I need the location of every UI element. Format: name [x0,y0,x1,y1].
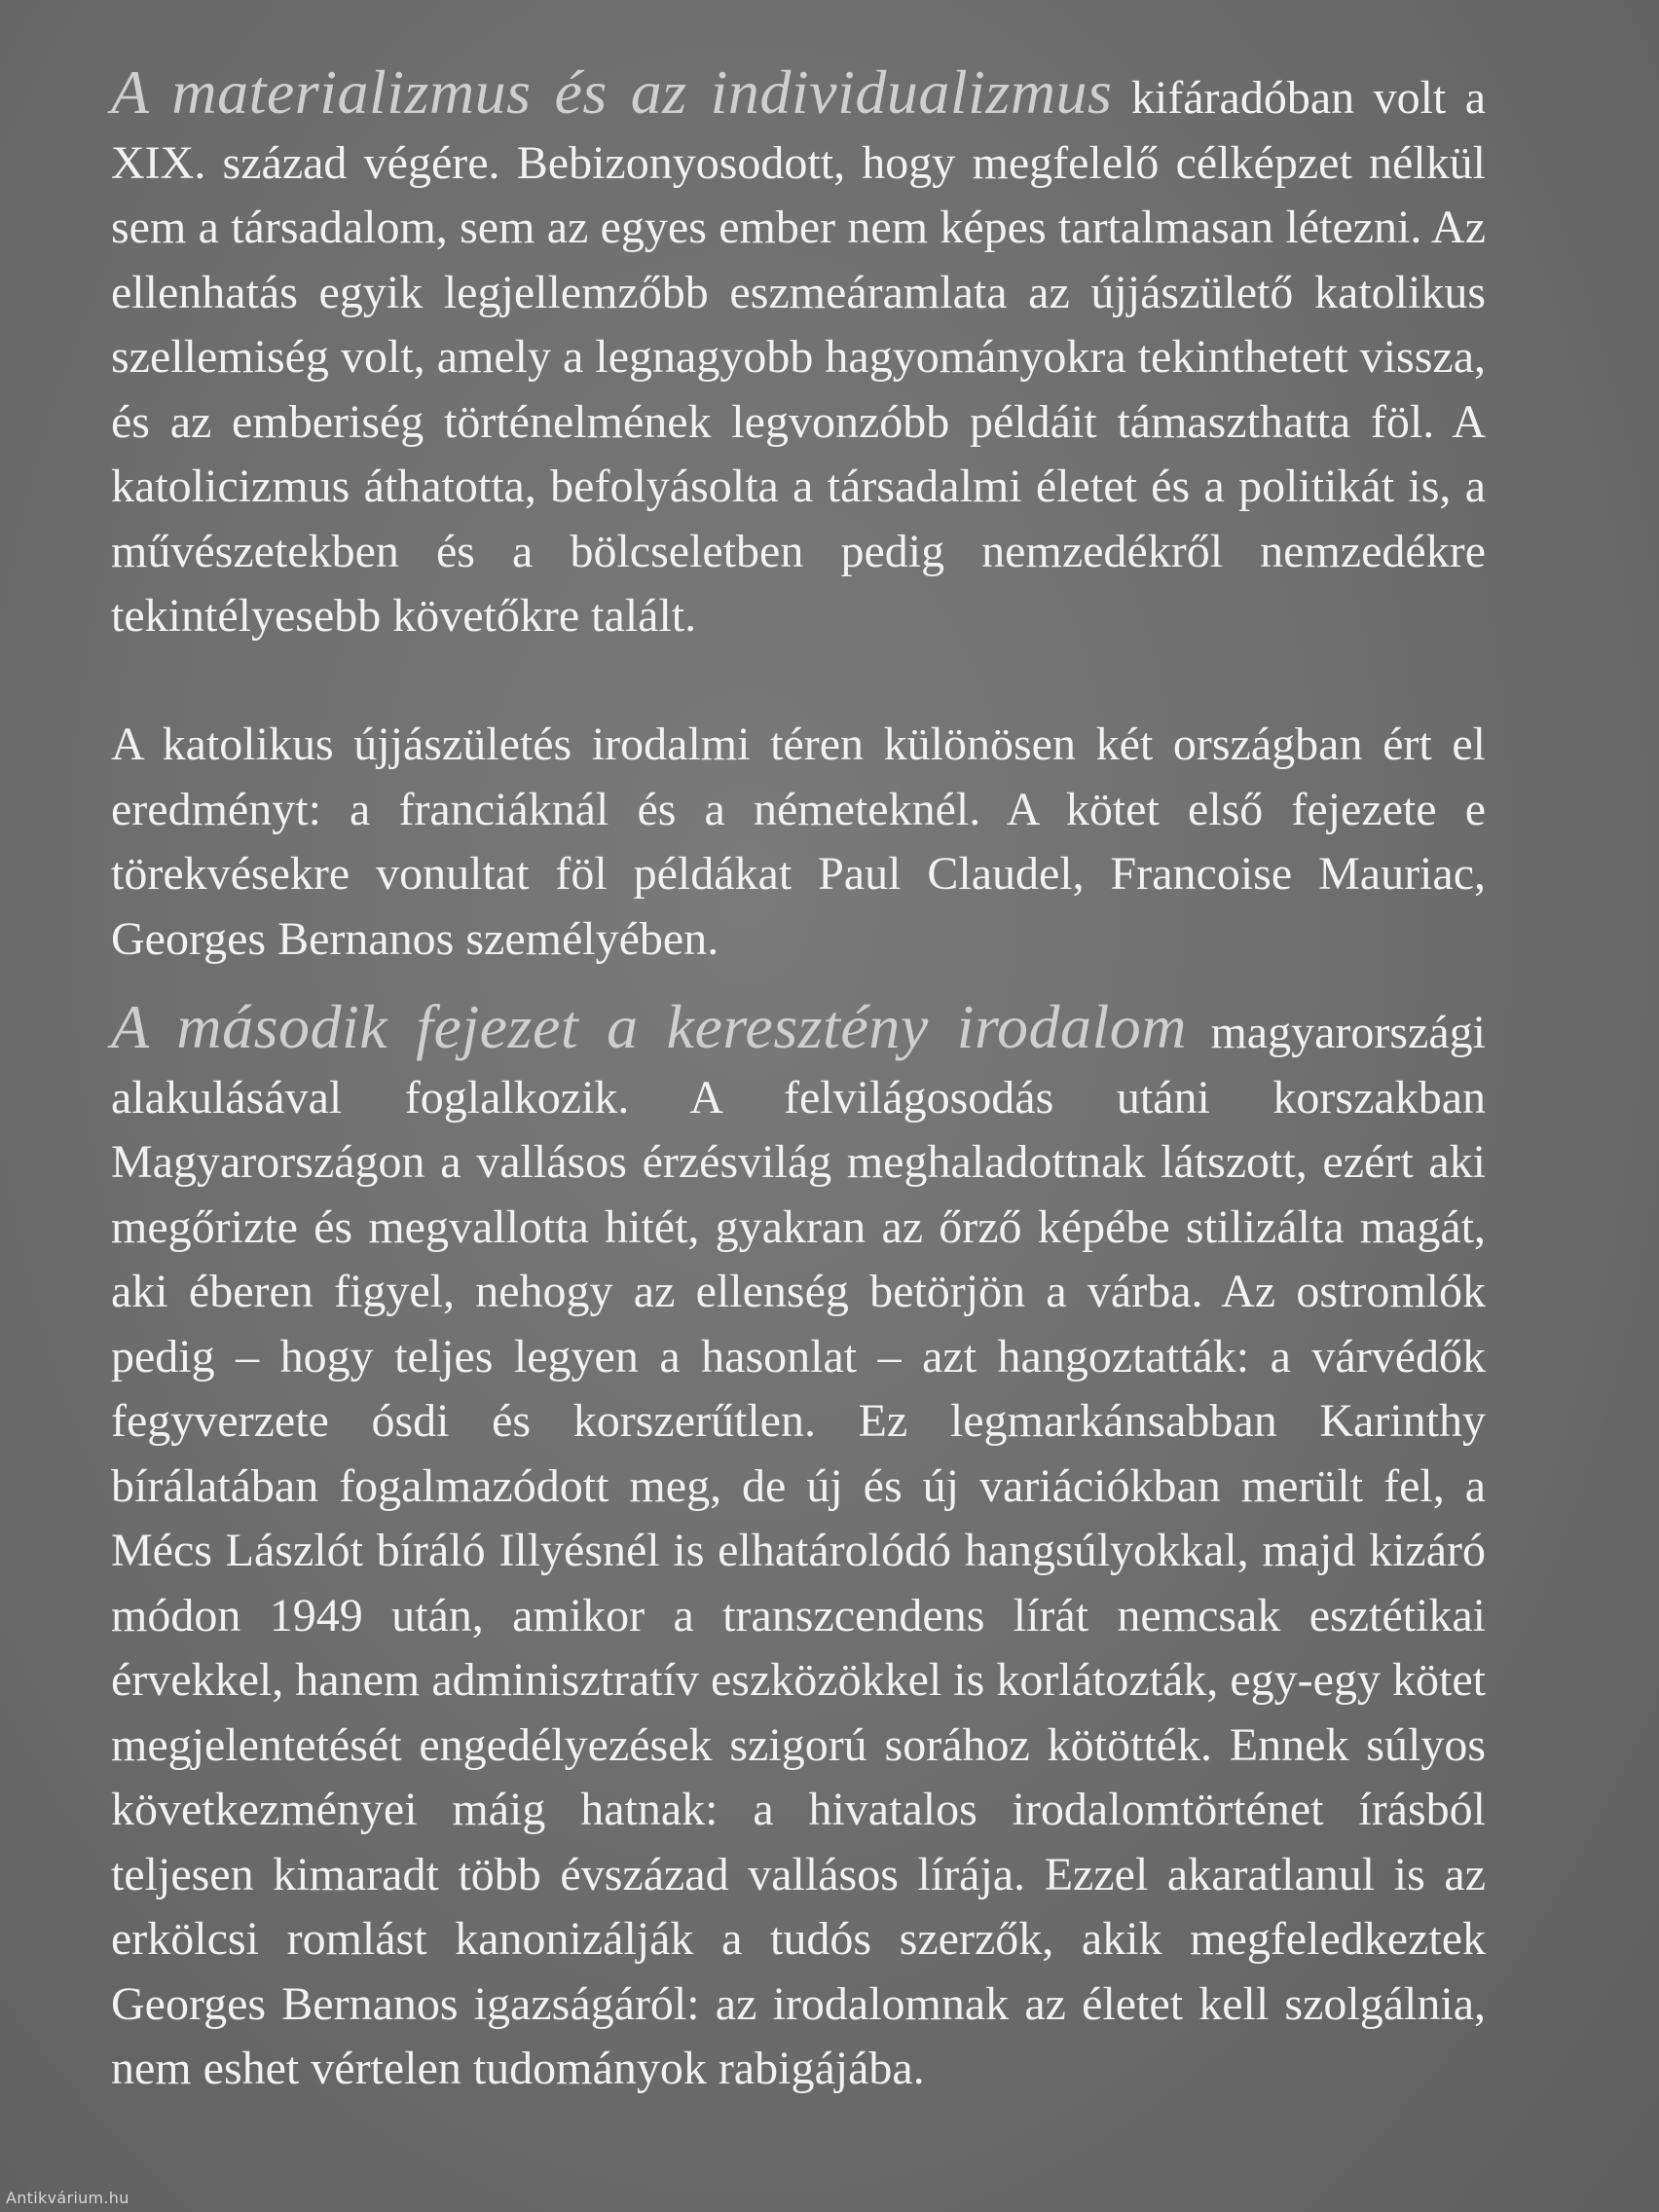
paragraph-2 [111,713,1486,972]
paragraph-1 [111,57,1486,649]
paragraph-1-text: kifáradóban volt a XIX. század végére. Bebizonyosodott, hogy megfelelő célképzet nélkül sem a társadalom, sem az egyes ember nem képes tartalmasan létezni. Az ellenhatás egyik legjellemzőbb eszmeáramlata az újjászülető katolikus szellemiség volt, amely a legnagyobb hagyományokra tekinthetett vissza, és az emberiség történelmének legvonzóbb példáit támaszthatta föl. A katolicizmus áthatotta, befolyásolta a társadalmi életet és a politikát is, a művészetekben és a bölcseletben pedig nemzedékről nemzedékre tekintélyesebb követőkre talált. [111,72,1486,642]
paragraph-1-lead: A materializmus és az individualizmus [111,57,1113,127]
paragraph-3-lead: A második fejezet a keresztény irodalom [111,992,1187,1061]
paragraph-3-text: magyarországi alakulásával foglalkozik. A felvilágosodás utáni korszakban Magyarországon a vallásos érzésvilág meghaladottnak látszott, ezért aki megőrizte és megvallotta hitét, gyakran az őrző képébe stilizálta magát, aki éberen figyel, nehogy az ellenség betörjön a várba. Az ostromlók pedig – hogy teljes legyen a hasonlat – azt hangoztatták: a várvédők fegyverzete ósdi és korszerűtlen. Ez legmarkánsabban Karinthy bírálatában fogalmazódott meg, de új és új variációkban merült fel, a Mécs Lászlót bíráló Illyésnél is elhatárolódó hangsúlyokkal, majd kizáró módon 1949 után, amikor a transzcendens lírát nemcsak esztétikai érvekkel, hanem adminisztratív eszközökkel is korlátozták, egy-egy kötet megjelentetését engedélyezések szigorú sorához kötötték. Ennek súlyos következményei máig hatnak: a hivatalos irodalomtörténet írásból teljesen kimaradt több évszázad vallásos lírája. Ezzel akaratlanul is az erkölcsi romlást kanonizálják a tudós szerzők, akik megfeledkeztek Georges Bernanos igazságáról: az irodalomnak az életet kell szolgálnia, nem eshet vértelen tudományok rabigájába. [111,1007,1486,2094]
watermark-label: Antikvárium.hu [6,2189,129,2207]
paragraph-2-text: A katolikus újjászületés irodalmi téren különösen két országban ért el eredményt: a franciáknál és a németeknél. A kötet első fejezete e törekvésekre vonultat föl példákat Paul Claudel, Francoise Mauriac, Georges Bernanos személyében. [111,719,1486,965]
paragraph-3 [111,992,1486,2102]
